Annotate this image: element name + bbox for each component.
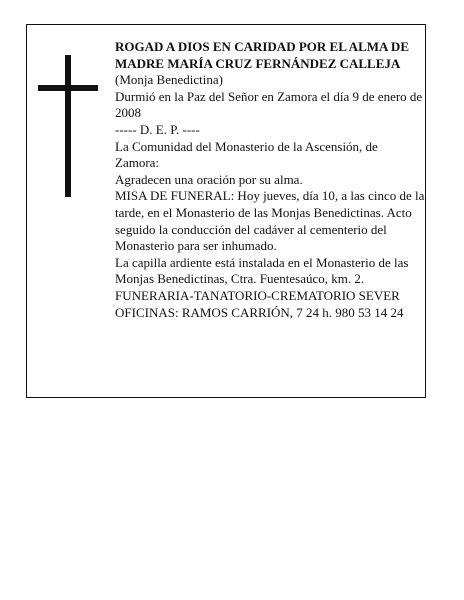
cross-icon-horizontal-bar <box>38 85 98 91</box>
funeral-home-name: FUNERARIA-TANATORIO-CREMATORIO SEVER <box>115 287 400 303</box>
deceased-name: MADRE MARÍA CRUZ FERNÁNDEZ CALLEJA <box>115 55 401 71</box>
cross-icon-vertical-bar <box>65 55 71 197</box>
offices-info: OFICINAS: RAMOS CARRIÓN, 7 24 h. 980 53 14 24 <box>115 304 404 320</box>
obituary-notice <box>26 24 426 398</box>
death-statement: Durmió en la Paz del Señor en Zamora el día 9 de enero de 2008 <box>115 88 423 121</box>
thanks-line: Agradecen una oración por su alma. <box>115 171 303 187</box>
funeral-mass-info: MISA DE FUNERAL: Hoy jueves, día 10, a las cinco de la tarde, en el Monasterio de las Monjas Benedictinas. Acto seguido la conducción del cadáver al cementerio del Monasterio para ser inhumado. <box>115 188 425 254</box>
cross-icon <box>38 55 98 197</box>
notice-text <box>115 39 425 321</box>
dep-line: ----- D. E. P. ---- <box>115 121 200 137</box>
chapel-info: La capilla ardiente está instalada en el Monasterio de las Monjas Benedictinas, Ctra. Fuentesaúco, km. 2. <box>115 254 409 287</box>
community-line: La Comunidad del Monasterio de la Ascensión, de Zamora: <box>115 138 378 171</box>
notice-subtitle: (Monja Benedictina) <box>115 72 223 88</box>
notice-heading: ROGAD A DIOS EN CARIDAD POR EL ALMA DE <box>115 39 409 54</box>
